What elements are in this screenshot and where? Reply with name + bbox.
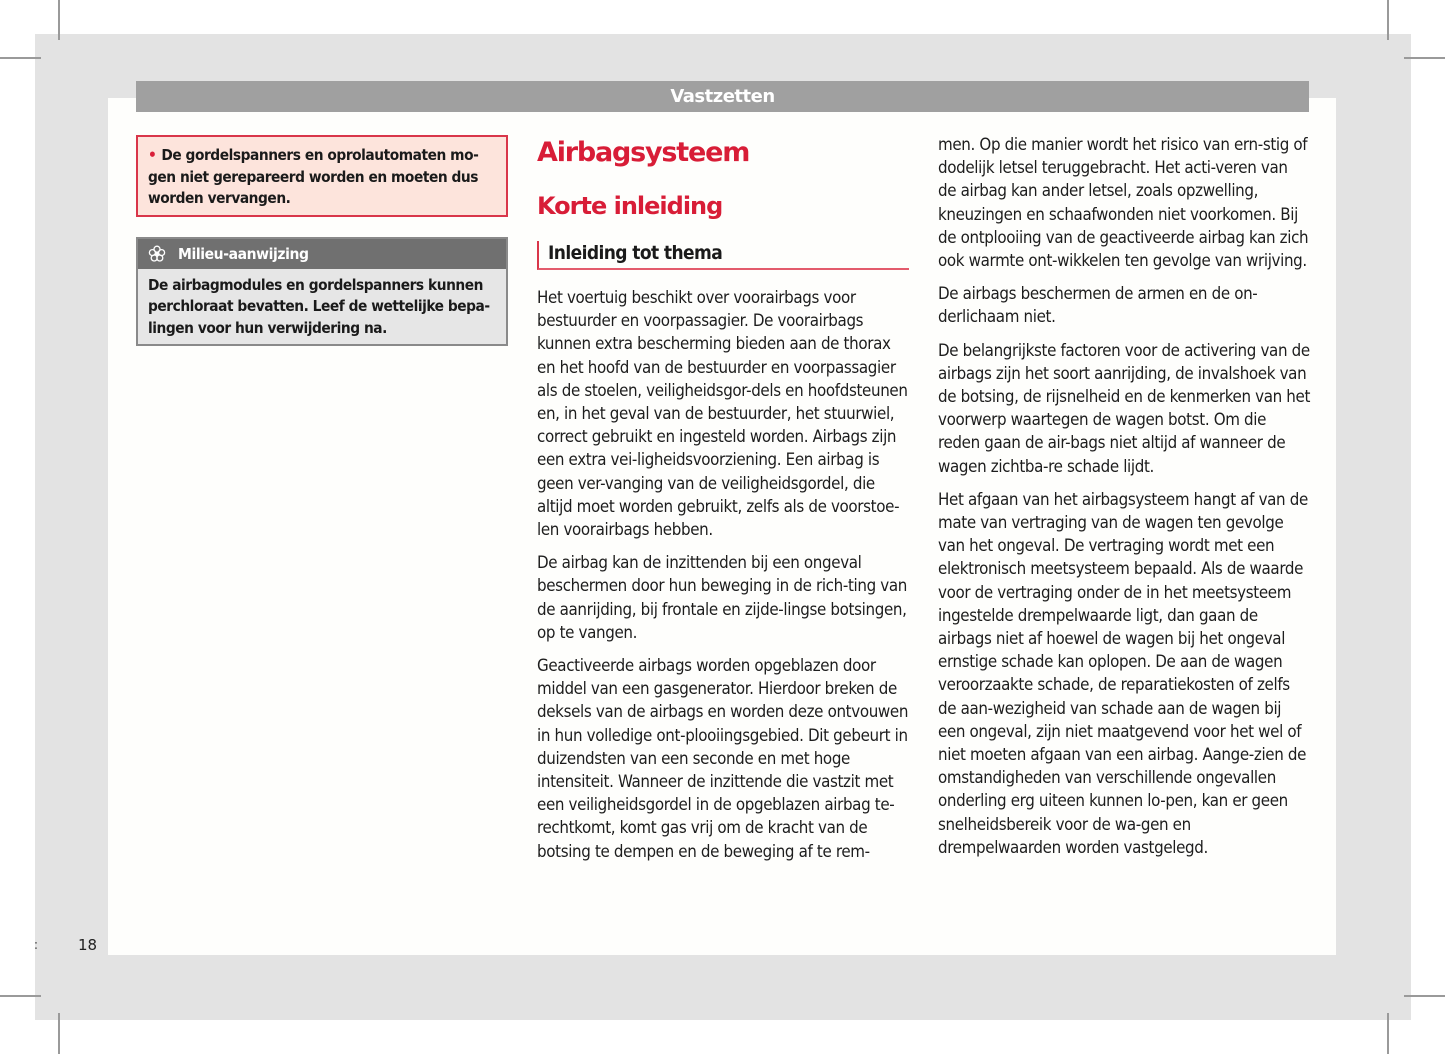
crop-mark-top-left-h — [0, 57, 41, 59]
warning-bullet: • — [148, 146, 157, 164]
crop-mark-bottom-left-h — [0, 995, 41, 997]
left-column — [136, 130, 508, 346]
body-paragraph: Het voertuig beschikt over voorairbags voor bestuurder en voorpassagier. De voorairbags kunnen extra bescherming bieden aan de thorax en het hoofd van de bestuurder en voorpassagier als de stoelen, veiligheidsgor-dels en hoofdsteunen en, in het geval van de bestuurder, het stuurwiel, correct gebruikt en ingesteld worden. Airbags zijn een extra vei-ligheidsvoorziening. Een airbag is geen ver-vanging van de veiligheidsgordel, die altijd moet worden gebruikt, zelfs als de voorstoe-len voorairbags hebben. — [537, 287, 908, 540]
body-paragraph: De airbags beschermen de armen en de on-derlichaam niet. — [938, 283, 1258, 327]
chapter-heading: Airbagsysteem — [537, 137, 750, 168]
body-paragraph: Het afgaan van het airbagsysteem hangt af van de mate van vertraging van de wagen ten gevolge van het ongeval. De vertraging wordt met een elektronisch meetsysteem bepaald. Als de waarde voor de vertraging onder de in het meetsysteem ingestelde drempelwaarde ligt, dan gaan de airbags niet af hoewel de wagen bij het ongeval ernstige schade kan oplopen. De aan de wagen veroorzaakte schade, de reparatiekosten of zelfs de aan-wezigheid van schade aan de wagen bij een ongeval, zijn niet maatgevend voor het wel of niet moeten afgaan van een airbag. Aange-zien de omstandigheden van verschillende ongevallen onderling erg uiteen kunnen lo-pen, kan er geen snelheidsbereik voor de wa-gen en drempelwaarden worden vastgelegd. — [938, 488, 1308, 857]
margin-mark: : — [34, 938, 38, 953]
warning-box — [136, 135, 508, 217]
crop-mark-bottom-left-v — [58, 1013, 60, 1054]
environment-note — [136, 237, 508, 347]
right-column — [938, 133, 1310, 869]
subsection-heading: Inleiding tot thema — [537, 241, 909, 270]
crop-mark-top-right-h — [1404, 57, 1445, 59]
crop-mark-top-left-v — [58, 0, 60, 40]
page-number: 18 — [78, 936, 98, 954]
crop-mark-top-right-v — [1387, 0, 1389, 40]
crop-mark-bottom-right-h — [1404, 995, 1445, 997]
section-header — [136, 81, 1309, 112]
warning-text: De gordelspanners en oprolautomaten mo-gen niet gerepareerd worden en moeten dus worden vervangen. — [148, 146, 479, 207]
section-heading: Korte inleiding — [537, 192, 723, 220]
crop-mark-bottom-right-v — [1387, 1013, 1389, 1054]
environment-note-text: De airbagmodules en gordelspanners kunnen perchloraat bevatten. Leef de wettelijke bepa-lingen voor hun verwijdering na. — [148, 275, 490, 337]
body-paragraph: Geactiveerde airbags worden opgeblazen door middel van een gasgenerator. Hierdoor breken de deksels van de airbags en worden deze ontvouwen in hun volledige ont-plooiingsgebied. Dit gebeurt in duizendsten van een seconde en met hoge intensiteit. Wanneer de inzittende die vastzit met een veiligheidsgordel in de opgeblazen airbag te-rechtkomt, komt gas vrij om de kracht van de botsing te dempen en de beweging af te rem- — [537, 655, 909, 861]
body-paragraph: De airbag kan de inzittenden bij een ongeval beschermen door hun beweging in de rich-ting van de aanrijding, bij frontale en zijde-lingse botsingen, op te vangen. — [537, 552, 907, 642]
body-paragraph: men. Op die manier wordt het risico van ern-stig of dodelijk letsel teruggebracht. Het acti-veren van de airbag kan ander letsel, zoals opzwelling, kneuzingen en schaafwonden niet voorkomen. Bij de ontplooiing van de geactiveerde airbag kan zich ook warmte ont-wikkelen ten gevolge van wrijving. — [938, 134, 1309, 271]
section-title: Vastzetten — [670, 86, 775, 107]
middle-column — [537, 130, 909, 873]
flower-icon — [148, 245, 166, 263]
environment-note-header — [138, 239, 506, 269]
environment-note-title: Milieu-aanwijzing — [178, 244, 309, 263]
body-paragraph: De belangrijkste factoren voor de activering van de airbags zijn het soort aanrijding, de invalshoek van de botsing, de rijsnelheid en de kenmerken van het voorwerp waartegen de wagen botst. Om die reden gaan de air-bags niet altijd af wanneer de wagen zichtba-re schade lijdt. — [938, 339, 1311, 476]
